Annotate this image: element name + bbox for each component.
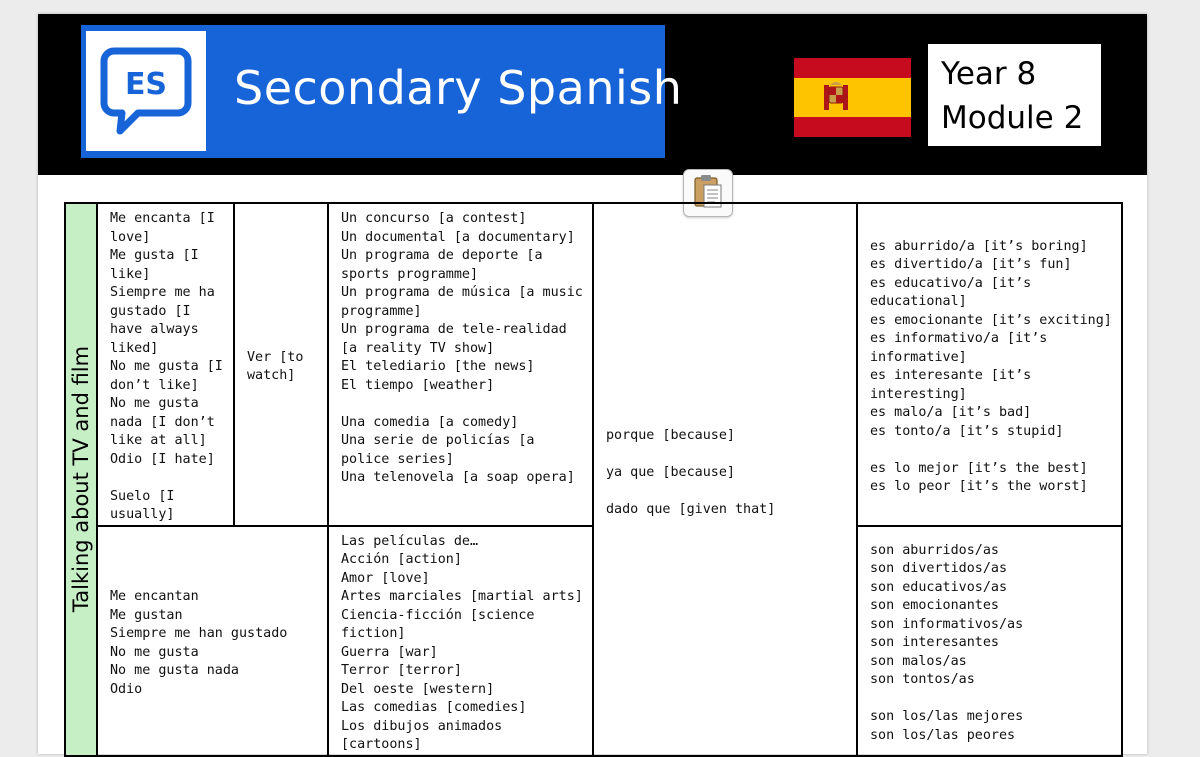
year-module-box <box>928 44 1101 146</box>
list-item: Una serie de policías [a police series] <box>341 433 543 467</box>
list-item: es emocionante [it’s exciting] <box>870 312 1112 328</box>
list-item: son los/las peores <box>870 727 1016 743</box>
es-speech-logo-icon <box>86 31 206 151</box>
verb-text: Ver [to watch] <box>247 349 312 384</box>
nouns-cell-row1 <box>328 203 593 526</box>
list-item: Ciencia-ficción [science fiction] <box>341 607 543 641</box>
list-item: dado que [given that] <box>606 501 776 517</box>
list-item: Guerra [war] <box>341 644 438 660</box>
side-label: Talking about TV and film <box>68 346 93 613</box>
nouns-cell-row2 <box>328 526 593 756</box>
list-item: ya que [because] <box>606 464 735 480</box>
list-item: son aburridos/as <box>870 542 999 558</box>
list-item: Suelo [I usually] <box>110 488 183 522</box>
list-item: Odio [I hate] <box>110 451 215 467</box>
side-label-cell <box>65 203 97 756</box>
list-item: No me gusta nada <box>110 663 239 678</box>
list-item: es aburrido/a [it’s boring] <box>870 238 1088 254</box>
logo-tile <box>86 31 206 151</box>
list-item: es informativo/a [it’s informative] <box>870 331 1056 365</box>
list-item: Me encantan <box>110 589 199 604</box>
opinions-cell-row1 <box>97 203 234 526</box>
list-item: son informativos/as <box>870 616 1024 632</box>
list-item: es lo mejor [it’s the best] <box>870 460 1088 476</box>
brand-title: Secondary Spanish <box>234 61 683 115</box>
list-item: Un programa de tele-realidad [a reality TV show] <box>341 322 575 356</box>
list-item: son los/las mejores <box>870 709 1024 725</box>
list-item: son interesantes <box>870 635 999 651</box>
logo-text: ES <box>124 67 168 102</box>
list-item: Me gusta [I like] <box>110 248 207 282</box>
list-item: No me gusta [I don’t like] <box>110 359 231 393</box>
list-item: es educativo/a [it’s educational] <box>870 275 1040 310</box>
list-item: Siempre me ha gustado [I have always liked] <box>110 285 223 356</box>
list-item: Las comedias [comedies] <box>341 700 527 715</box>
list-item: Una telenovela [a soap opera] <box>341 470 575 485</box>
list-item: Amor [love] <box>341 570 430 586</box>
list-item: El telediario [the news] <box>341 359 535 374</box>
list-item: Me encanta [I love] <box>110 211 223 245</box>
list-item: porque [because] <box>606 427 735 443</box>
connectives-cell <box>593 203 857 756</box>
list-item: Un programa de deporte [a sports programme] <box>341 248 551 282</box>
list-item: es divertido/a [it’s fun] <box>870 257 1072 273</box>
list-item: es tonto/a [it’s stupid] <box>870 423 1064 439</box>
list-item: es malo/a [it’s bad] <box>870 405 1032 421</box>
opinions-cell-row2 <box>97 526 328 756</box>
list-item: Me gustan <box>110 607 183 623</box>
knowledge-table <box>64 202 1123 757</box>
list-item: son educativos/as <box>870 579 1008 595</box>
spacer <box>870 441 1115 460</box>
list-item: Los dibujos animados [cartoons] <box>341 718 511 752</box>
spain-flag-icon <box>794 58 911 137</box>
verb-cell <box>234 203 328 526</box>
list-item: Un programa de música [a music programme] <box>341 285 591 319</box>
list-item: Acción [action] <box>341 552 462 567</box>
list-item: No me gusta nada [I don’t like at all] <box>110 396 223 448</box>
spacer <box>606 445 850 464</box>
adjectives-cell-row1 <box>857 203 1122 526</box>
list-item: Un documental [a documentary] <box>341 229 575 245</box>
list-item: Un concurso [a contest] <box>341 211 527 226</box>
adjectives-cell-row2 <box>857 526 1122 756</box>
brand-block <box>81 25 683 158</box>
spacer <box>606 519 850 538</box>
list-item: Odio <box>110 681 143 697</box>
list-item: es lo peor [it’s the worst] <box>870 479 1088 495</box>
spacer <box>110 469 227 488</box>
list-item: son divertidos/as <box>870 561 1008 577</box>
list-item: Del oeste [western] <box>341 681 495 697</box>
year-label: Year 8 <box>941 56 1037 92</box>
list-item: Artes marciales [martial arts] <box>341 589 583 604</box>
list-item: Una comedia [a comedy] <box>341 414 519 430</box>
spacer <box>606 482 850 501</box>
list-item: son malos/as <box>870 653 967 669</box>
spacer <box>870 690 1115 709</box>
list-item: Siempre me han gustado <box>110 626 288 641</box>
list-item: El tiempo [weather] <box>341 377 495 393</box>
spacer <box>341 395 586 414</box>
header-banner <box>38 14 1147 175</box>
list-item: Terror [terror] <box>341 663 462 678</box>
list-item: es interesante [it’s interesting] <box>870 368 1040 402</box>
document-page <box>38 14 1147 754</box>
list-item: No me gusta <box>110 644 199 660</box>
list-item: son tontos/as <box>870 672 975 688</box>
module-label: Module 2 <box>941 100 1084 136</box>
list-item: son emocionantes <box>870 598 999 614</box>
list-item: Las películas de… <box>341 533 479 549</box>
